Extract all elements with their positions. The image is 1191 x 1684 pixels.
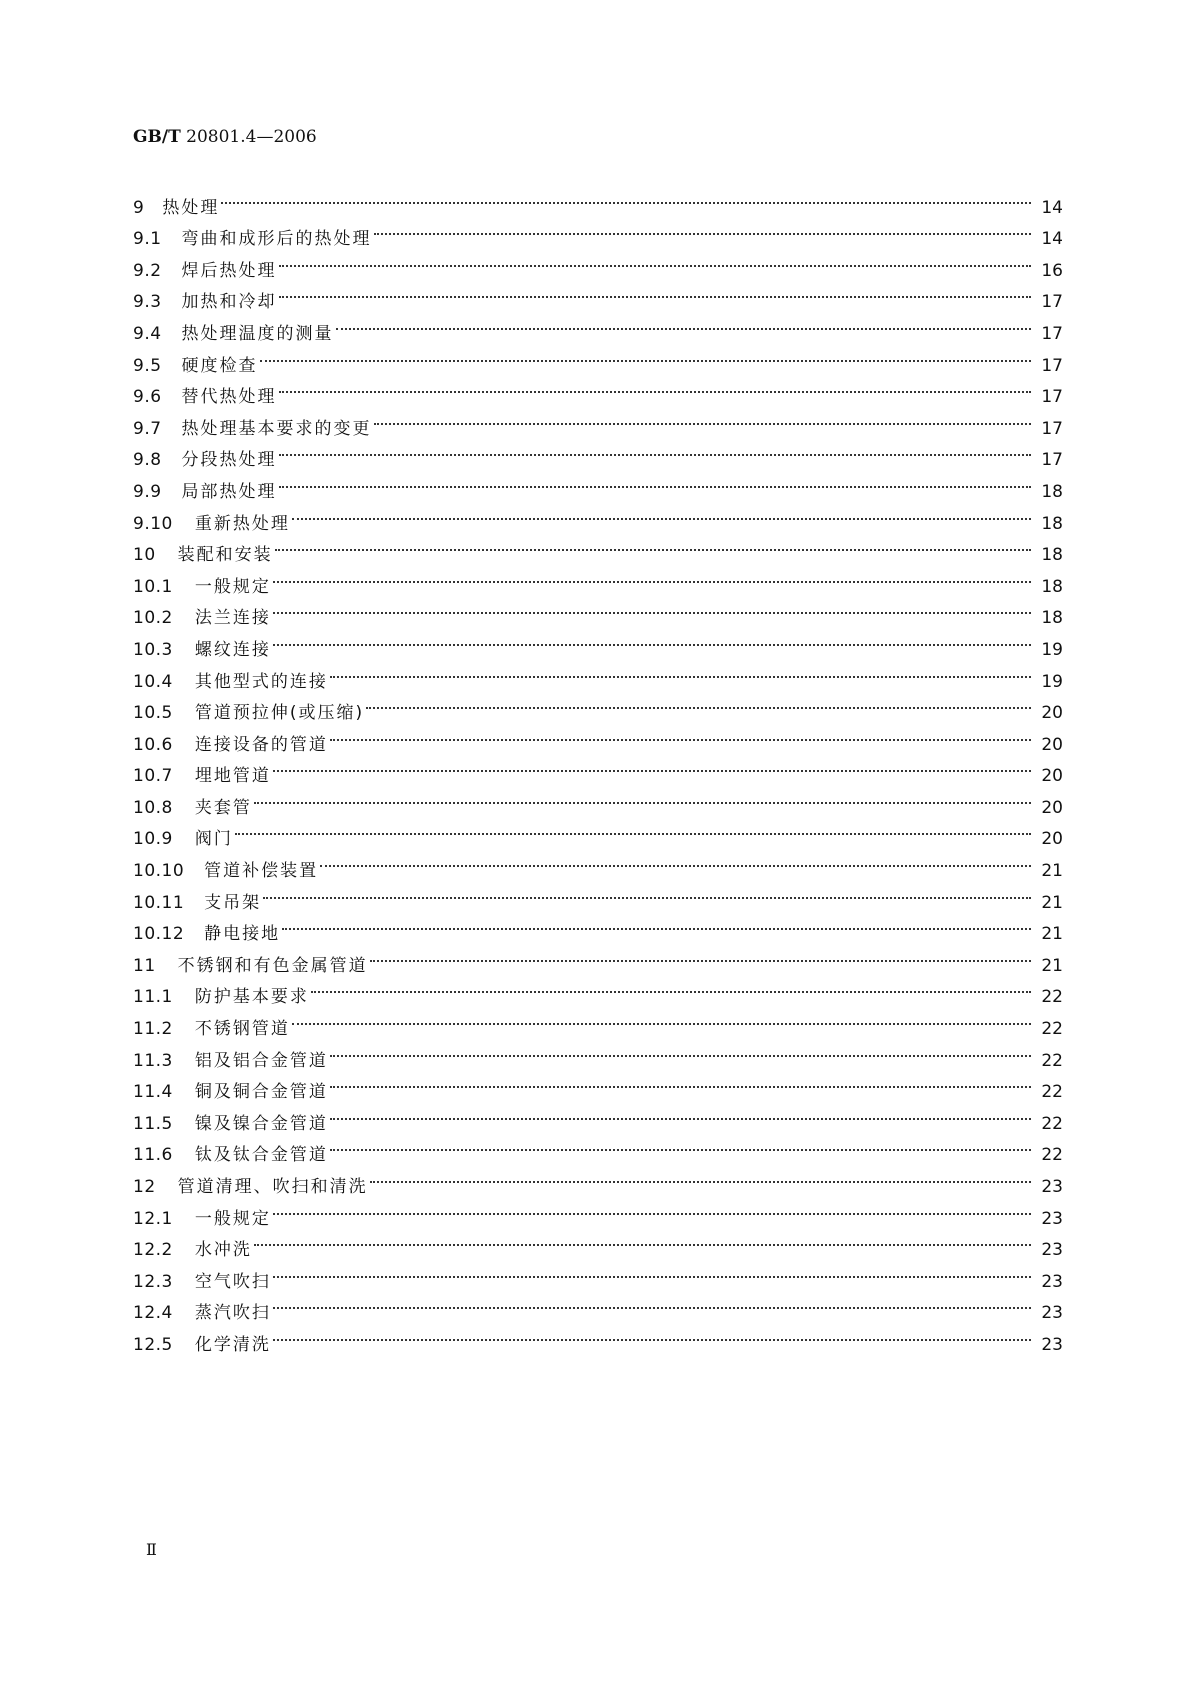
toc-dot-leader	[275, 529, 1031, 561]
toc-entry-number: 11	[133, 955, 156, 976]
toc-entry-title: 管道清理、吹扫和清洗	[177, 1177, 368, 1197]
toc-entry-title: 夹套管	[194, 797, 252, 818]
toc-entry-title: 硬度检查	[181, 355, 258, 376]
toc-entry-number: 9	[133, 197, 145, 218]
toc-entry-number: 11.1	[133, 987, 173, 1008]
toc-entry-title: 法兰连接	[194, 608, 271, 629]
toc-entry-page: 21	[1041, 892, 1063, 913]
toc-entry[interactable]	[133, 1255, 1063, 1292]
toc-entry-number: 11.6	[133, 1145, 173, 1166]
toc-entry-number: 10.12	[133, 924, 185, 945]
toc-entry-number: 10.5	[133, 703, 173, 724]
toc-entry-number: 10.3	[133, 639, 173, 660]
toc-dot-leader	[279, 371, 1031, 403]
toc-entry-title: 热处理温度的测量	[181, 323, 334, 344]
toc-entry-title: 防护基本要求	[194, 987, 309, 1008]
toc-dot-leader	[279, 276, 1031, 308]
toc-entry-title: 静电接地	[204, 924, 281, 945]
toc-entry-title: 阀门	[194, 829, 233, 850]
toc-entry[interactable]	[133, 876, 1063, 913]
toc-entry-page: 17	[1041, 387, 1063, 408]
toc-entry-number: 10.8	[133, 797, 173, 818]
toc-entry-number: 9.8	[133, 450, 162, 471]
toc-dot-leader	[330, 1129, 1031, 1161]
toc-entry-title: 分段热处理	[181, 450, 277, 471]
toc-dot-leader	[330, 1097, 1031, 1129]
toc-dot-leader	[374, 402, 1031, 434]
toc-entry-number: 10.2	[133, 608, 173, 629]
toc-entry-page: 22	[1041, 1145, 1063, 1166]
toc-entry-title: 一般规定	[194, 1208, 271, 1229]
toc-entry-title: 加热和冷却	[181, 292, 277, 313]
toc-entry-page: 17	[1041, 355, 1063, 376]
toc-entry-number: 9.6	[133, 387, 162, 408]
toc-dot-leader	[282, 908, 1031, 940]
toc-dot-leader	[260, 339, 1031, 371]
toc-entry-title: 热处理基本要求的变更	[181, 418, 372, 439]
toc-entry-title: 不锈钢管道	[194, 1019, 290, 1040]
toc-dot-leader	[273, 1192, 1031, 1224]
toc-dot-leader	[221, 181, 1031, 213]
toc-entry-title: 钛及钛合金管道	[194, 1145, 328, 1166]
standard-header	[133, 127, 317, 147]
toc-entry-page: 19	[1041, 671, 1063, 692]
toc-entry[interactable]	[133, 623, 1063, 660]
toc-entry-page: 22	[1041, 1113, 1063, 1134]
toc-entry-page: 20	[1041, 766, 1063, 787]
toc-entry[interactable]	[133, 908, 1063, 945]
toc-entry-title: 不锈钢和有色金属管道	[177, 955, 368, 976]
toc-entry-title: 水冲洗	[194, 1240, 252, 1261]
toc-entry-page: 16	[1041, 260, 1063, 281]
toc-dot-leader	[279, 434, 1031, 466]
toc-entry-title: 管道预拉伸(或压缩)	[194, 703, 365, 724]
toc-dot-leader	[330, 1066, 1031, 1098]
toc-dot-leader	[254, 781, 1031, 813]
toc-entry-number: 12.2	[133, 1240, 173, 1261]
toc-entry-page: 22	[1041, 987, 1063, 1008]
toc-entry-title: 局部热处理	[181, 481, 277, 502]
toc-entry-page: 18	[1041, 545, 1063, 566]
toc-entry-page: 21	[1041, 861, 1063, 882]
toc-dot-leader	[292, 1002, 1031, 1034]
toc-entry-title: 铝及铝合金管道	[194, 1050, 328, 1071]
toc-entry-title: 螺纹连接	[194, 639, 271, 660]
toc-entry-number: 9.2	[133, 260, 162, 281]
toc-entry-title: 埋地管道	[194, 766, 271, 787]
toc-entry-page: 22	[1041, 1019, 1063, 1040]
toc-dot-leader	[374, 213, 1031, 245]
toc-entry[interactable]	[133, 844, 1063, 882]
toc-entry-page: 20	[1041, 734, 1063, 755]
toc-dot-leader	[273, 623, 1031, 655]
toc-entry-number: 11.4	[133, 1082, 173, 1103]
toc-entry-title: 替代热处理	[181, 387, 277, 408]
toc-dot-leader	[336, 307, 1031, 339]
toc-entry[interactable]	[133, 592, 1063, 629]
toc-entry-title: 装配和安装	[177, 545, 273, 566]
toc-entry-page: 22	[1041, 1050, 1063, 1071]
toc-entry-page: 20	[1041, 797, 1063, 818]
toc-dot-leader	[320, 844, 1031, 876]
toc-dot-leader	[330, 1034, 1031, 1066]
toc-entry-number: 12.3	[133, 1271, 173, 1292]
toc-entry[interactable]	[133, 181, 1063, 218]
toc-entry-number: 12.4	[133, 1303, 173, 1324]
toc-entry-page: 18	[1041, 576, 1063, 597]
toc-dot-leader	[279, 244, 1031, 276]
toc-dot-leader	[273, 560, 1031, 592]
standard-number: 20801.4—2006	[180, 127, 317, 147]
toc-entry-page: 20	[1041, 829, 1063, 850]
toc-dot-leader	[273, 592, 1031, 624]
toc-dot-leader	[273, 1287, 1031, 1319]
toc-entry-page: 22	[1041, 1082, 1063, 1103]
toc-entry-page: 23	[1041, 1208, 1063, 1229]
page-number: Ⅱ	[146, 1540, 157, 1559]
toc-dot-leader	[311, 971, 1031, 1003]
toc-entry[interactable]	[133, 1224, 1063, 1261]
toc-entry[interactable]	[133, 1287, 1063, 1324]
toc-entry-page: 17	[1041, 450, 1063, 471]
toc-entry-number: 9.5	[133, 355, 162, 376]
toc-entry-title: 镍及镍合金管道	[194, 1113, 328, 1134]
toc-entry-number: 9.9	[133, 481, 162, 502]
toc-entry-title: 化学清洗	[194, 1334, 271, 1355]
toc-entry-number: 9.7	[133, 418, 162, 439]
toc-dot-leader	[370, 1160, 1031, 1192]
toc-entry-page: 17	[1041, 418, 1063, 439]
toc-dot-leader	[279, 465, 1031, 497]
toc-entry-title: 一般规定	[194, 576, 271, 597]
toc-entry-number: 12.5	[133, 1334, 173, 1355]
toc-entry-number: 10	[133, 545, 156, 566]
toc-dot-leader	[273, 750, 1031, 782]
toc-entry-title: 焊后热处理	[181, 260, 277, 281]
toc-entry-number: 9.3	[133, 292, 162, 313]
toc-dot-leader	[273, 1318, 1031, 1350]
toc-entry[interactable]	[133, 560, 1063, 597]
toc-entry[interactable]	[133, 1192, 1063, 1229]
toc-dot-leader	[273, 1255, 1031, 1287]
toc-entry-number: 12.1	[133, 1208, 173, 1229]
toc-entry-title: 热处理	[162, 197, 220, 218]
toc-entry-number: 9.4	[133, 323, 162, 344]
toc-entry-number: 9.1	[133, 229, 162, 250]
toc-dot-leader	[330, 655, 1031, 687]
toc-dot-leader	[292, 497, 1031, 529]
toc-entry-page: 23	[1041, 1303, 1063, 1324]
toc-entry-page: 23	[1041, 1271, 1063, 1292]
toc-entry-number: 11.5	[133, 1113, 173, 1134]
toc-entry[interactable]	[133, 371, 1063, 408]
toc-entry[interactable]	[133, 813, 1063, 850]
toc-entry-title: 空气吹扫	[194, 1271, 271, 1292]
toc-entry[interactable]	[133, 1318, 1063, 1355]
toc-entry-number: 11.2	[133, 1019, 173, 1040]
toc-entry-title: 支吊架	[204, 892, 262, 913]
toc-entry-page: 23	[1041, 1240, 1063, 1261]
toc-entry-title: 管道补偿装置	[204, 861, 319, 882]
toc-entry[interactable]	[133, 781, 1063, 818]
toc-dot-leader	[235, 813, 1031, 845]
toc-entry-page: 18	[1041, 608, 1063, 629]
toc-entry-page: 23	[1041, 1334, 1063, 1355]
toc-entry-page: 20	[1041, 703, 1063, 724]
toc-dot-leader	[263, 876, 1031, 908]
toc-entry-title: 蒸汽吹扫	[194, 1303, 271, 1324]
toc-entry[interactable]	[133, 339, 1063, 376]
standard-prefix: GB/T	[133, 127, 181, 147]
toc-entry-page: 21	[1041, 955, 1063, 976]
toc-entry-title: 铜及铜合金管道	[194, 1082, 328, 1103]
toc-entry-page: 17	[1041, 323, 1063, 344]
toc-entry-page: 18	[1041, 481, 1063, 502]
toc-entry-title: 其他型式的连接	[194, 671, 328, 692]
toc-entry-page: 17	[1041, 292, 1063, 313]
toc-entry-number: 11.3	[133, 1050, 173, 1071]
toc-entry-page: 18	[1041, 513, 1063, 534]
toc-entry-number: 10.10	[133, 861, 185, 882]
toc-entry[interactable]	[133, 655, 1063, 692]
toc-dot-leader	[366, 687, 1031, 719]
toc-entry-number: 10.9	[133, 829, 173, 850]
toc-entry-title: 弯曲和成形后的热处理	[181, 229, 372, 250]
toc-entry-page: 21	[1041, 924, 1063, 945]
toc-entry-page: 14	[1041, 229, 1063, 250]
toc-entry-number: 12	[133, 1177, 156, 1197]
toc-entry-number: 10.11	[133, 892, 185, 913]
toc-entry-number: 9.10	[133, 513, 173, 534]
toc-entry-title: 连接设备的管道	[194, 734, 328, 755]
toc-entry-number: 10.7	[133, 766, 173, 787]
toc-entry-number: 10.6	[133, 734, 173, 755]
toc-dot-leader	[254, 1224, 1031, 1256]
toc-dot-leader	[370, 939, 1031, 971]
toc-entry-page: 19	[1041, 639, 1063, 660]
toc-entry[interactable]	[133, 750, 1063, 787]
toc-entry-title: 重新热处理	[194, 513, 290, 534]
toc-entry-number: 10.4	[133, 671, 173, 692]
toc-entry-page: 14	[1041, 197, 1063, 218]
toc-entry[interactable]	[133, 213, 1063, 250]
toc-entry-number: 10.1	[133, 576, 173, 597]
toc-dot-leader	[330, 718, 1031, 750]
toc-entry-page: 23	[1041, 1177, 1063, 1197]
table-of-contents	[133, 181, 1063, 1355]
